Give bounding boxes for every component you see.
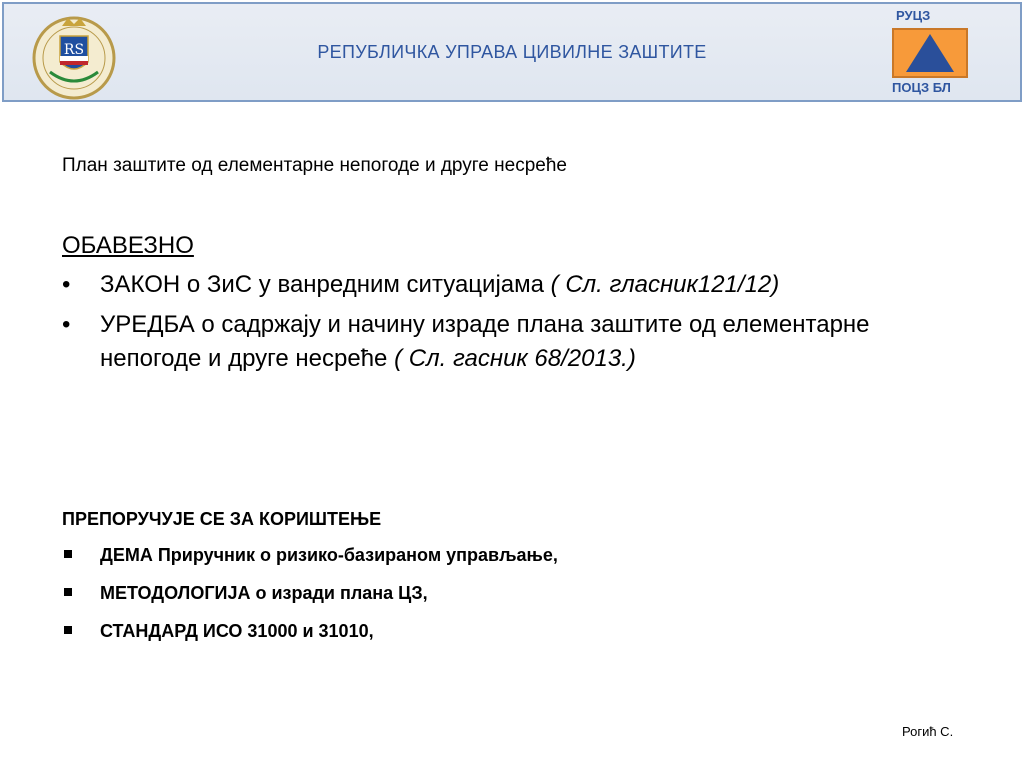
list-item-text: ЗАКОН о ЗиС у ванредним ситуацијама (100, 271, 551, 298)
mandatory-section (62, 228, 972, 382)
bullet-icon: • (62, 271, 71, 298)
recommended-section (62, 505, 558, 655)
list-item (62, 308, 972, 376)
square-bullet-icon (64, 626, 72, 634)
square-bullet-icon (64, 588, 72, 596)
page-header-title: РЕПУБЛИЧКА УПРАВА ЦИВИЛНЕ ЗАШТИТЕ (317, 42, 707, 62)
recommended-title: ПРЕПОРУЧУЈЕ СЕ ЗА КОРИШТЕЊЕ (62, 509, 382, 529)
list-item-text: УРЕДБА о садржају и начину израде плана заштите од елементарне непогоде и друге несреће (100, 311, 870, 372)
logo-top-label: РУЦЗ (896, 8, 931, 23)
footer-author: Рогић С. (902, 724, 954, 739)
header-banner (2, 2, 1022, 102)
mandatory-title: ОБАВЕЗНО (62, 232, 194, 259)
list-item-text: СТАНДАРД ИСО 31000 и 31010, (100, 621, 374, 641)
svg-text:RS: RS (63, 42, 85, 58)
list-item (62, 268, 972, 302)
mandatory-list (62, 268, 972, 376)
recommended-list (62, 541, 558, 645)
page-subtitle: План заштите од елементарне непогоде и друге несреће (62, 155, 567, 176)
bullet-icon: • (62, 311, 71, 338)
list-item (62, 579, 558, 607)
list-item-text: МЕТОДОЛОГИЈА о изради плана ЦЗ, (100, 583, 428, 603)
list-item-ref: ( Сл. гласник121/12) (550, 271, 780, 298)
logo-bottom-label: ПОЦЗ БЛ (892, 80, 951, 95)
square-bullet-icon (64, 550, 72, 558)
list-item (62, 617, 558, 645)
list-item-ref: ( Сл. гасник 68/2013.) (394, 345, 636, 372)
list-item-text: ДЕМА Приручник о ризико-базираном управљање, (100, 545, 558, 565)
list-item (62, 541, 558, 569)
civil-protection-triangle-icon (892, 28, 968, 78)
